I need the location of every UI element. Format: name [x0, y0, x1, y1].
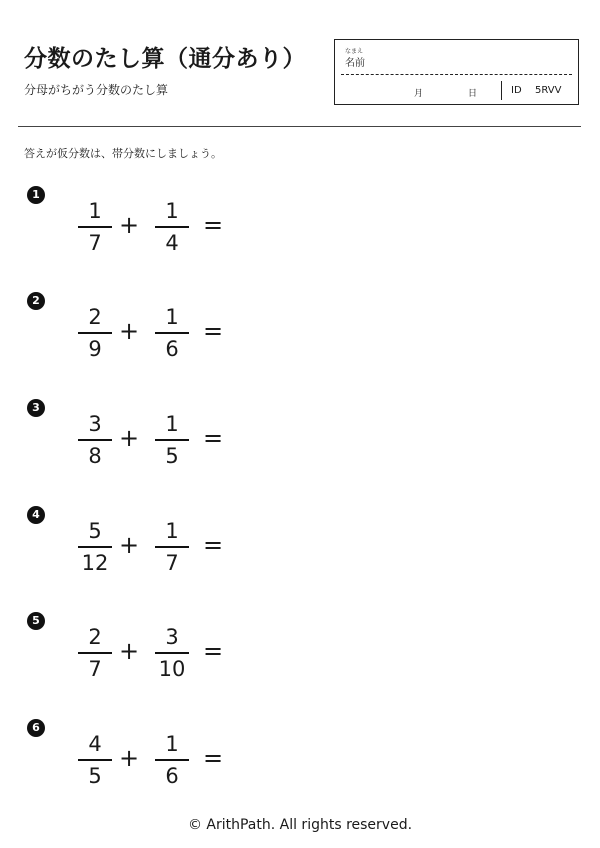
denominator: 7 [165, 551, 179, 575]
numerator: 5 [88, 519, 102, 543]
fraction-bar [78, 439, 112, 441]
equals-sign: = [203, 317, 224, 345]
denominator: 6 [165, 764, 179, 788]
plus-sign: + [119, 424, 140, 452]
problem-number-badge: 3 [27, 399, 45, 417]
fraction-a [78, 519, 112, 575]
copyright-footer: © ArithPath. All rights reserved. [187, 817, 413, 833]
instruction-text: 答えが仮分数は、帯分数にしましょう。 [24, 147, 222, 160]
numerator: 2 [88, 305, 102, 329]
equals-sign: = [203, 211, 224, 239]
problem-number-badge: 5 [27, 612, 45, 630]
fraction-a [78, 305, 112, 361]
fraction-b [155, 732, 189, 788]
fraction-bar [78, 332, 112, 334]
denominator: 5 [88, 764, 102, 788]
problem-2 [0, 292, 600, 392]
denominator: 10 [158, 657, 186, 681]
problem-number-badge: 6 [27, 719, 45, 737]
name-ruby: なまえ [345, 48, 364, 55]
problem-1 [0, 186, 600, 286]
problem-6 [0, 719, 600, 819]
fraction-bar [155, 226, 189, 228]
fraction-b [155, 519, 189, 575]
id-separator [501, 81, 502, 100]
problem-number-badge: 2 [27, 292, 45, 310]
problem-3 [0, 399, 600, 499]
numerator: 1 [165, 199, 179, 223]
fraction-bar [155, 652, 189, 654]
name-date-box [334, 39, 579, 105]
problem-5 [0, 612, 600, 712]
denominator: 5 [165, 444, 179, 468]
problem-number-badge: 1 [27, 186, 45, 204]
fraction-b [155, 305, 189, 361]
equals-sign: = [203, 531, 224, 559]
denominator: 4 [165, 231, 179, 255]
plus-sign: + [119, 317, 140, 345]
fraction-b [155, 412, 189, 468]
numerator: 1 [165, 519, 179, 543]
month-label: 月 [414, 89, 424, 99]
equals-sign: = [203, 744, 224, 772]
worksheet-subtitle: 分母がちがう分数のたし算 [24, 83, 169, 97]
day-label: 日 [468, 89, 478, 99]
numerator: 3 [88, 412, 102, 436]
fraction-bar [78, 759, 112, 761]
numerator: 1 [165, 732, 179, 756]
plus-sign: + [119, 531, 140, 559]
name-separator [341, 74, 572, 75]
fraction-b [155, 199, 189, 255]
plus-sign: + [119, 744, 140, 772]
numerator: 4 [88, 732, 102, 756]
fraction-b [155, 625, 189, 681]
fraction-bar [155, 546, 189, 548]
fraction-bar [155, 332, 189, 334]
numerator: 3 [165, 625, 179, 649]
fraction-bar [78, 652, 112, 654]
numerator: 1 [165, 412, 179, 436]
equals-sign: = [203, 637, 224, 665]
fraction-a [78, 412, 112, 468]
fraction-a [78, 625, 112, 681]
numerator: 1 [165, 305, 179, 329]
denominator: 9 [88, 337, 102, 361]
denominator: 7 [88, 231, 102, 255]
fraction-bar [78, 546, 112, 548]
id-label: ID [511, 85, 522, 96]
denominator: 8 [88, 444, 102, 468]
plus-sign: + [119, 211, 140, 239]
fraction-a [78, 732, 112, 788]
numerator: 2 [88, 625, 102, 649]
problem-number-badge: 4 [27, 506, 45, 524]
numerator: 1 [88, 199, 102, 223]
name-label: 名前 [345, 58, 365, 69]
equals-sign: = [203, 424, 224, 452]
worksheet-title: 分数のたし算（通分あり） [24, 46, 306, 72]
plus-sign: + [119, 637, 140, 665]
fraction-a [78, 199, 112, 255]
problem-4 [0, 506, 600, 606]
denominator: 6 [165, 337, 179, 361]
id-value: 5RVV [535, 85, 562, 96]
fraction-bar [155, 439, 189, 441]
denominator: 12 [81, 551, 109, 575]
denominator: 7 [88, 657, 102, 681]
fraction-bar [78, 226, 112, 228]
fraction-bar [155, 759, 189, 761]
header-divider [18, 126, 581, 127]
